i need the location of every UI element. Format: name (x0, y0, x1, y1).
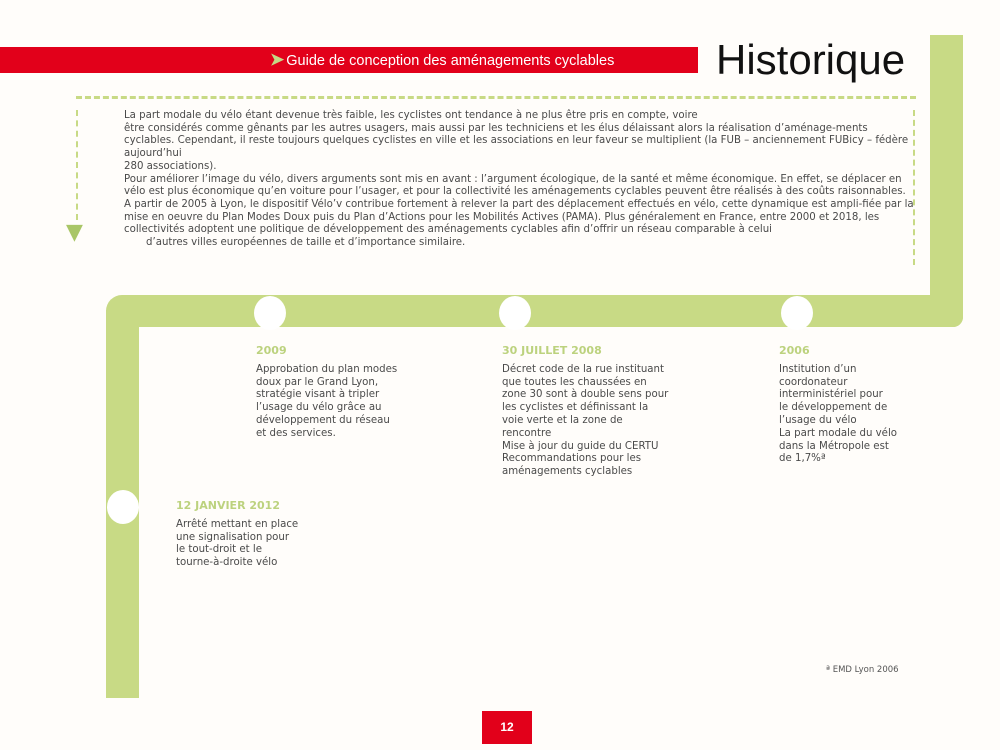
section-title: Historique (716, 36, 906, 83)
guide-title (270, 47, 614, 73)
timeline-marker-2008 (499, 296, 531, 330)
intro-paragraph: A partir de 2005 à Lyon, le dispositif Vélo’v contribue fortement à relever la part des déplacement effectués en vélo, cette dynamique est ampli-fiée par la mise en oeuvre du Plan Modes Doux puis du Plan d’Actions pour les Mobilités Actives (PAMA). Plus généralement en France, entre 2000 et 2018, les collectivités adoptent une politique de développement des aménagements cyclables afin d’offrir un réseau comparable à celui (124, 198, 914, 236)
timeline-marker-2009 (254, 296, 286, 330)
timeline-marker-2006 (781, 296, 813, 330)
event-description: Approbation du plan modes doux par le Grand Lyon, stratégie visant à tripler l’usage du vélo grâce au développement du réseau et des services. (256, 363, 398, 439)
event-date: 12 JANVIER 2012 (176, 499, 280, 512)
intro-paragraph: être considérés comme gênants par les autres usagers, mais aussi par les techniciens et les élus délaissant alors la réalisation d’aménage-ments cyclables. Cependant, il reste toujours quelques cyclistes en ville et les associations en leur faveur se multiplient (la FUB – anciennement FUBicy – fédère aujourd’hui (124, 122, 909, 160)
event-description: Institution d’un coordonateur interministériel pour le développement de l’usage du vélo La part modale du vélo dans la Métropole est de 1,7%ª (779, 363, 898, 465)
chevron-right-icon: ➤ (270, 50, 285, 69)
intro-paragraph: d’autres villes européennes de taille et d’importance similaire. (146, 237, 466, 249)
intro-frame-left (76, 110, 78, 220)
timeline-event (502, 345, 712, 479)
arrow-down-icon: ▼ (66, 220, 83, 245)
timeline-path-right (930, 35, 963, 327)
intro-paragraph: 280 associations). (124, 160, 217, 172)
timeline-event (779, 345, 939, 466)
intro-paragraph: Pour améliorer l’image du vélo, divers arguments sont mis en avant : l’argument écologique, de la santé et même économique. En effet, se déplacer en vélo est plus économique qu’en voiture pour l’usager, et pour la collectivité les aménagements cyclables peuvent être réalisés à des coûts raisonnables. (124, 173, 906, 198)
intro-text (124, 110, 914, 250)
event-date: 2009 (256, 344, 287, 357)
guide-title-text: Guide de conception des aménagements cyclables (286, 53, 615, 69)
page-number: 12 (482, 711, 532, 744)
timeline-event (256, 345, 456, 441)
event-description: Décret code de la rue instituant que toutes les chaussées en zone 30 sont à double sens pour les cyclistes et définissant la voie verte et la zone de rencontre Mise à jour du guide du CERTU Recommandations pour les aménagements cyclables (502, 363, 669, 478)
timeline-marker-2012 (107, 490, 139, 524)
event-date: 2006 (779, 344, 810, 357)
event-date: 30 JUILLET 2008 (502, 344, 602, 357)
timeline-path-horizontal (106, 295, 963, 327)
event-description: Arrêté mettant en place une signalisation pour le tout-droit et le tourne-à-droite vélo (176, 518, 299, 569)
timeline-event (176, 500, 376, 570)
footnote: ª EMD Lyon 2006 (826, 665, 899, 675)
intro-paragraph: La part modale du vélo étant devenue très faible, les cyclistes ont tendance à ne plus être pris en compte, voire (124, 110, 698, 121)
intro-frame-top (76, 96, 916, 99)
